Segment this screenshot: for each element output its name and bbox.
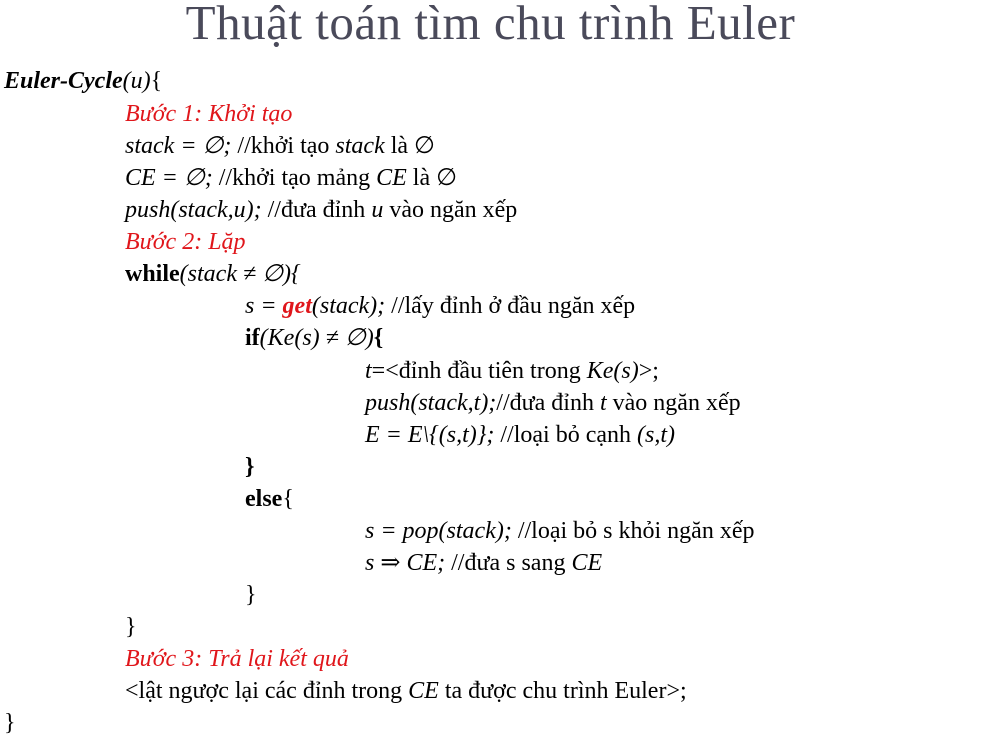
pop-line [365,516,754,546]
function-open-brace: { [150,68,163,94]
function-name: Euler-Cycle [4,68,123,94]
code: push(stack,t); [365,390,497,416]
text: =<đỉnh đầu tiên trong [371,358,587,384]
step-2-label: Bước 2: Lặp [125,229,246,255]
comment-tail: vào ngăn xếp [606,390,741,416]
text: <lật ngược lại các đỉnh trong [125,678,409,704]
comment-tail: là ∅ [406,165,458,191]
page-title: Thuật toán tìm chu trình Euler [185,0,796,50]
comment-var: t [599,390,607,416]
text-var: CE [408,678,439,704]
get-function: get [282,293,312,319]
t-assign-line [365,356,659,386]
comment-var: u [371,197,384,223]
while-keyword: while [125,261,180,287]
comment-tail: vào ngăn xếp [383,197,518,223]
else-line [245,484,294,514]
comment-var: CE [376,165,407,191]
else-close-brace: } [245,582,257,608]
get-line [245,291,635,321]
comment: //đưa s sang [445,550,572,576]
push-t-line [365,388,741,418]
if-line [245,323,383,353]
code: push(stack,u); [125,197,262,223]
if-keyword: if [245,325,260,351]
while-line [125,259,301,289]
comment: //khởi tạo mảng [212,165,377,191]
init-ce-line [125,163,457,193]
code: CE = ∅; [125,165,213,191]
while-close-brace: } [125,614,137,640]
function-args: (u) [122,68,151,94]
step-3-label: Bước 3: Trả lại kết quả [125,646,349,672]
comment: //lấy đỉnh ở đầu ngăn xếp [385,293,636,319]
result-line [125,676,687,706]
comment: //đưa đỉnh [261,197,372,223]
comment-var: CE [571,550,603,576]
comment: //loại bỏ s khỏi ngăn xếp [511,518,755,544]
comment-tail: là ∅ [384,133,435,159]
while-condition: (stack ≠ ∅){ [179,261,301,287]
function-close-brace: } [4,710,16,736]
else-open-brace: { [282,486,294,512]
code: s = [245,293,283,319]
code: stack = ∅; [125,133,232,159]
function-header [4,66,162,96]
if-condition: (Ke(s) ≠ ∅) [259,325,374,351]
text-tail: ta được chu trình Euler>; [438,678,687,704]
code-var: t [365,358,372,384]
else-keyword: else [245,486,283,512]
code: s = pop(stack); [365,518,512,544]
comment: //đưa đỉnh [496,390,600,416]
comment: //khởi tạo [231,133,336,159]
push-u-line [125,195,517,225]
if-open-brace: { [373,325,384,351]
comment: //loại bỏ cạnh [494,422,638,448]
step-1-label: Bước 1: Khởi tạo [125,101,293,127]
move-to-ce-line [365,548,602,578]
code: E = E\{(s,t)}; [365,422,495,448]
ke-expr: Ke(s) [586,358,639,384]
code: s ⇒ CE; [365,550,446,576]
remove-edge-line [365,420,675,450]
comment-var: stack [335,133,385,159]
text-tail: >; [638,358,659,384]
code-args: (stack); [311,293,386,319]
comment-var: (s,t) [637,422,676,448]
if-close-brace: } [245,454,255,480]
init-stack-line [125,131,435,161]
